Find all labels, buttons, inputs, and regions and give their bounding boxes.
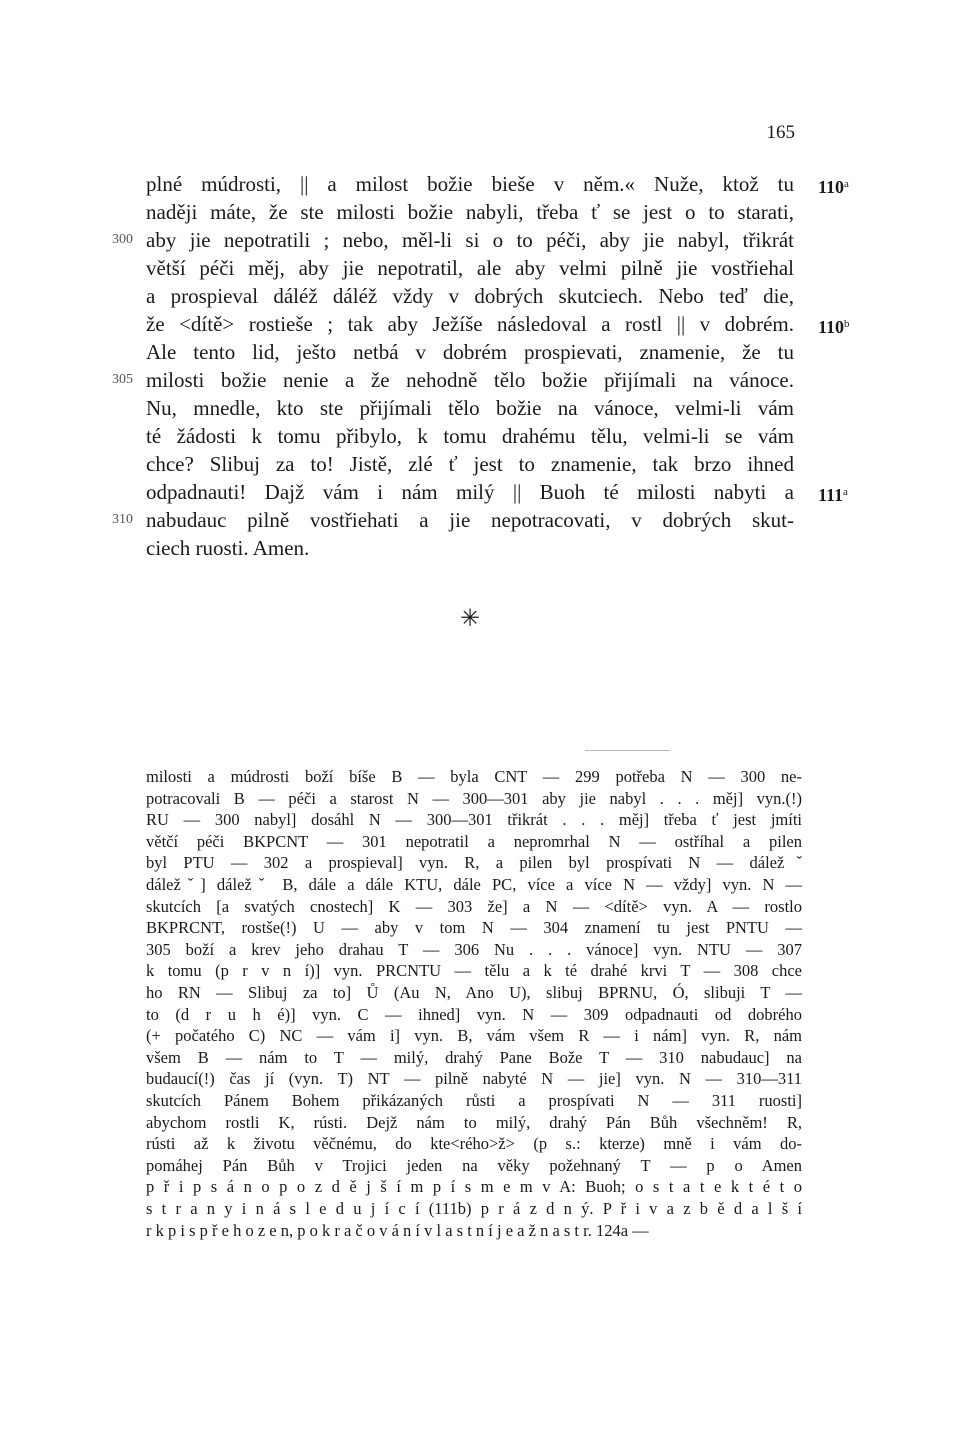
apparatus-line: (+ počatého C) NC — vám i] vyn. B, vám všem R — i nám] vyn. R, nám <box>146 1026 802 1046</box>
apparatus-line: rústi až k životu věčnému, do kte<rého>ž> (p s.: kterze) mně i vám do- <box>146 1134 802 1154</box>
folio-side: a <box>844 178 849 190</box>
page-number: 165 <box>766 122 795 143</box>
apparatus-line: větčí péči BKPCNT — 301 nepotratil a nepromrhal N — ostříhal a pilen <box>146 831 802 851</box>
main-text-line: plné múdrosti, || a milost božie bieše v něm.« Nuže, ktož tu <box>146 172 794 196</box>
main-text-line: té žádosti k tomu přibylo, k tomu drahému tělu, velmi-li se vám <box>146 424 794 448</box>
folio-number: 111 <box>818 485 844 505</box>
apparatus-line: RU — 300 nabyl] dosáhl N — 300—301 třikrát . . . měj] třeba ť jest jmíti <box>146 810 802 830</box>
separator-star-icon: ✳ <box>460 606 481 632</box>
folio-marker <box>818 170 849 201</box>
main-text-line: větší péči měj, aby jie nepotratil, ale aby velmi pilně jie vostřiehal <box>146 256 794 280</box>
apparatus-line: p ř i p s á n o p o z d ě j š í m p í s m e m v A: Buoh; o s t a t e k t é t o <box>146 1177 802 1197</box>
apparatus-line: to (d r u h é)] vyn. C — ihned] vyn. N — 309 odpadnauti od dobrého <box>146 1004 802 1024</box>
apparatus-line: dáležˇ] dáležˇ B, dále a dále KTU, dále PC, více a více N — vždy] vyn. N — <box>146 875 802 894</box>
apparatus-line: pomáhej Pán Bůh v Trojici jeden na věky požehnaný T — p o Amen <box>146 1155 802 1175</box>
folio-marker <box>818 310 850 341</box>
apparatus-line: potracovali B — péči a starost N — 300—301 aby jie nabyl . . . měj] vyn.(!) <box>146 788 802 808</box>
main-text-line: aby jie nepotratili ; nebo, měl-li si o to péči, aby jie nabyl, třikrát <box>146 228 794 252</box>
apparatus-line: byl PTU — 302 a prospieval] vyn. R, a pilen byl prospívati N — dáležˇ <box>146 853 802 873</box>
main-text-line: odpadnauti! Dajž vám i nám milý || Buoh té milosti nabyti a <box>146 480 794 504</box>
line-number: 310 <box>112 512 133 527</box>
apparatus-line: budaucí(!) čas jí (vyn. T) NT — pilně nabyté N — jie] vyn. N — 310—311 <box>146 1069 802 1089</box>
apparatus-line: ho RN — Slibuj za to] Ů (Au N, Ano U), slibuj BPRNU, Ó, slibuji T — <box>146 983 802 1002</box>
main-text-line: naději máte, že ste milosti božie nabyli, třeba ť se jest o to starati, <box>146 200 794 224</box>
main-text-line: nabudauc pilně vostřiehati a jie nepotracovati, v dobrých skut- <box>146 508 794 532</box>
folio-number: 110 <box>818 177 845 197</box>
apparatus-line: skutcích [a svatých cnostech] K — 303 že] a N — <dítě> vyn. A — rostlo <box>146 896 802 916</box>
line-number: 300 <box>112 232 133 247</box>
main-text-line: Ale tento lid, ješto netbá v dobrém prospievati, znamenie, že tu <box>146 340 794 364</box>
main-text-line: a prospieval dáléž dáléž vždy v dobrých skutciech. Nebo teď die, <box>146 284 794 308</box>
folio-side: a <box>843 486 848 498</box>
apparatus-line: 305 boží a krev jeho drahau T — 306 Nu . . . vánoce] vyn. NTU — 307 <box>146 939 802 959</box>
main-text-line: milosti božie nenie a že nehodně tělo božie přijímali na vánoce. <box>146 368 794 392</box>
main-text-line: ciech ruosti. Amen. <box>146 536 310 560</box>
apparatus-line: r k p i s p ř e h o z e n, p o k r a č o v á n í v l a s t n í j e a ž n a s t r. 124a — <box>146 1220 649 1240</box>
apparatus-line: k tomu (p r v n í)] vyn. PRCNTU — tělu a k té drahé krvi T — 308 chce <box>146 961 802 981</box>
main-text-line: chce? Slibuj za to! Jistě, zlé ť jest to znamenie, tak brzo ihned <box>146 452 794 476</box>
main-text-line: že <dítě> rostieše ; tak aby Ježíše následoval a rostl || v dobrém. <box>146 312 794 336</box>
main-text-line: Nu, mnedle, kto ste přijímali tělo božie na vánoce, velmi-li vám <box>146 396 794 420</box>
apparatus-line: abychom rostli K, rústi. Dejž nám to milý, drahý Pán Bůh všechněm! R, <box>146 1112 802 1132</box>
apparatus-line: všem B — nám to T — milý, drahý Pane Bože T — 310 nabudauc] na <box>146 1047 802 1067</box>
apparatus-line: s t r a n y i n á s l e d u j í c í (111b) p r á z d n ý. P ř i v a z b ě d a l š í <box>146 1199 802 1218</box>
folio-number: 110 <box>818 317 845 337</box>
apparatus-line: milosti a múdrosti boží bíše B — byla CNT — 299 potřeba N — 300 ne- <box>146 767 802 786</box>
folio-side: b <box>844 318 850 330</box>
apparatus-line: skutcích Pánem Bohem přikázaných růsti a prospívati N — 311 ruosti] <box>146 1091 802 1110</box>
folio-marker <box>818 478 848 509</box>
apparatus-line: BKPRCNT, rostše(!) U — aby v tom N — 304 znamení tu jest PNTU — <box>146 918 802 938</box>
line-number: 305 <box>112 372 133 387</box>
footnote-rule <box>585 750 670 751</box>
